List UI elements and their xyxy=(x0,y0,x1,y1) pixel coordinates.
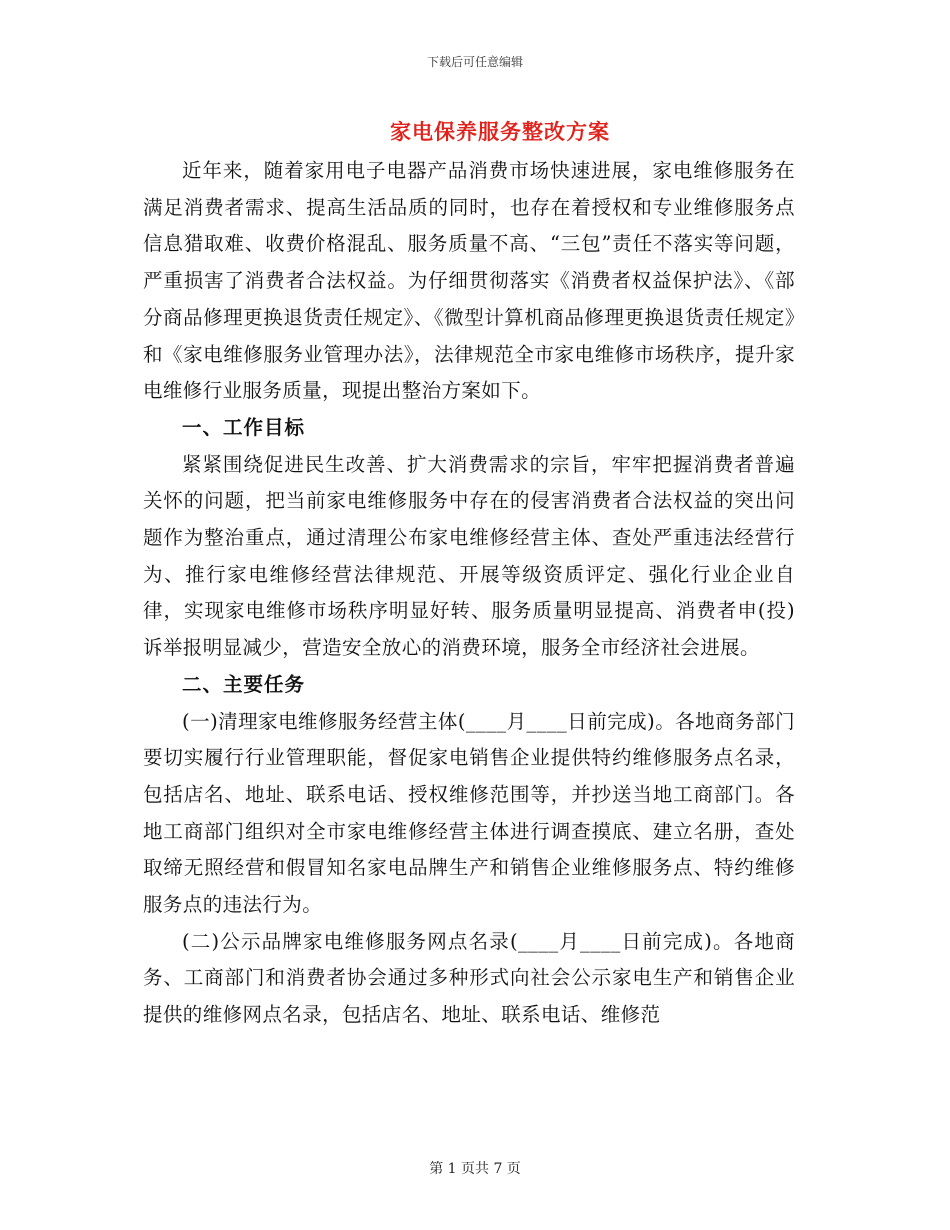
task-paragraph-2: (二)公示品牌家电维修服务网点名录(____月____日前完成)。各地商务、工商部门和消费者协会通过多种形式向社会公示家电生产和销售企业提供的维修网点名录，包括店名、地址、联系电话、维修范 xyxy=(143,929,795,1027)
page-footer: 第 1 页共 7 页 xyxy=(429,1161,521,1177)
goals-paragraph: 紧紧围绕促进民生改善、扩大消费需求的宗旨，牢牢把握消费者普遍关怀的问题，把当前家电维修服务中存在的侵害消费者合法权益的突出问题作为整治重点，通过清理公布家电维修经营主体、查处严重违法经营行为、推行家电维修经营法律规范、开展等级资质评定、强化行业企业自律，实现家电维修市场秩序明显好转、服务质量明显提高、消费者申(投)诉举报明显减少，营造安全放心的消费环境，服务全市经济社会进展。 xyxy=(143,452,795,660)
document-title: 家电保养服务整改方案 xyxy=(390,119,610,144)
document-body xyxy=(143,153,795,1034)
task-paragraph-1: (一)清理家电维修服务经营主体(____月____日前完成)。各地商务部门要切实履行行业管理职能，督促家电销售企业提供特约维修服务点名录，包括店名、地址、联系电话、授权维修范围等，并抄送当地工商部门。各地工商部门组织对全市家电维修经营主体进行调查摸底、建立名册，查处取缔无照经营和假冒知名家电品牌生产和销售企业维修服务点、特约维修服务点的违法行为。 xyxy=(143,709,795,917)
page-header-note: 下载后可任意编辑 xyxy=(426,55,523,69)
section-heading-goals: 一、工作目标 xyxy=(182,415,306,439)
section-heading-tasks: 二、主要任务 xyxy=(182,672,306,696)
intro-paragraph: 近年来，随着家用电子电器产品消费市场快速进展，家电维修服务在满足消费者需求、提高生活品质的同时，也存在着授权和专业维修服务点信息猎取难、收费价格混乱、服务质量不高、“三包”责任不落实等问题，严重损害了消费者合法权益。为仔细贯彻落实《消费者权益保护法》、《部分商品修理更换退货责任规定》、《微型计算机商品修理更换退货责任规定》和《家电维修服务业管理办法》，法律规范全市家电维修市场秩序，提升家电维修行业服务质量，现提出整治方案如下。 xyxy=(143,159,795,403)
